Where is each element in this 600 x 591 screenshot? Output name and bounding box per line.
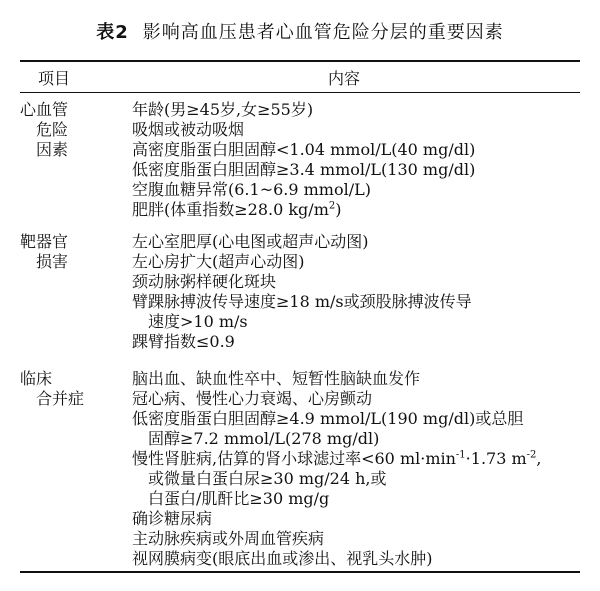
label-line: 靶器官 [20,232,69,251]
list-item: 年龄(男≥45岁,女≥55岁) [132,100,314,119]
list-item: 颈动脉粥样硬化斑块 [132,272,277,291]
list-item-continued: 白蛋白/肌酐比≥30 mg/g [148,489,330,508]
top-rule [20,60,580,62]
label-line: 因素 [36,140,69,159]
table-caption: 影响高血压患者心血管危险分层的重要因素 [142,22,504,43]
group-label [20,100,130,160]
list-item: 踝臂指数≤0.9 [132,332,235,351]
group-items [132,100,580,220]
list-item: 主动脉疾病或外周血管疾病 [132,529,325,548]
list-item-continued: 速度>10 m/s [148,312,248,331]
list-item: 肥胖(体重指数≥28.0 $kg/m^2$) [132,200,342,219]
list-item: 左心室肥厚(心电图或超声心动图) [132,232,369,251]
list-item: 视网膜病变(眼底出血或渗出、视乳头水肿) [132,549,433,568]
list-item: 低密度脂蛋白胆固醇≥3.4 mmol/L(130 mg/dl) [132,160,476,179]
list-item: 高密度脂蛋白胆固醇<1.04 mmol/L(40 mg/dl) [132,140,476,159]
header-content: 内容 [328,69,361,88]
list-item: 吸烟或被动吸烟 [132,120,245,139]
label-line: 合并症 [36,389,85,408]
list-item: 确诊糖尿病 [132,509,213,528]
list-item-continued: 或微量白蛋白尿≥30 mg/24 h,或 [148,469,387,488]
list-item: 脑出血、缺血性卒中、短暂性脑缺血发作 [132,369,421,388]
group-items [132,232,580,352]
label-line: 临床 [20,369,53,388]
list-item: 臂踝脉搏波传导速度≥18 m/s或颈股脉搏波传导 [132,292,472,311]
label-line: 心血管 [20,100,69,119]
group-label [20,232,130,272]
label-line: 损害 [36,252,69,271]
list-item: 空腹血糖异常(6.1~6.9 mmol/L) [132,180,371,199]
header-rule [20,92,580,93]
group-label [20,369,130,409]
list-item-continued: 固醇≥7.2 mmol/L(278 mg/dl) [148,429,380,448]
label-line: 危险 [36,120,69,139]
bottom-rule [20,571,580,573]
header-item: 项目 [38,69,71,88]
table-title [0,18,600,44]
list-item: 左心房扩大(超声心动图) [132,252,305,271]
list-item: 低密度脂蛋白胆固醇≥4.9 mmol/L(190 mg/dl)或总胆 [132,409,524,428]
list-item: 慢性肾脏病,估算的肾小球滤过率<60 $ml\cdot\min^{-1}\cdot 1.73$ $m^{-2}$, [132,449,542,468]
table-number: 表2 [96,22,129,43]
list-item: 冠心病、慢性心力衰竭、心房颤动 [132,389,373,408]
group-items [132,369,580,569]
